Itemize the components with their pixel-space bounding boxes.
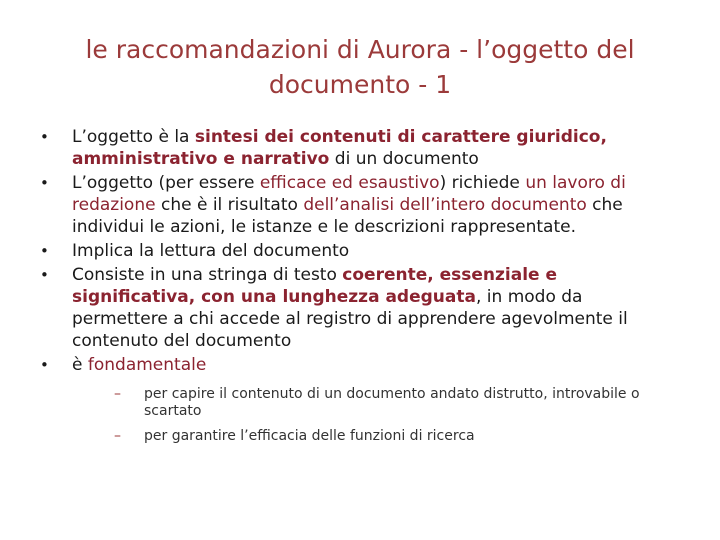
bullet-text: Implica la lettura del documento <box>72 241 350 261</box>
sub-item <box>72 386 672 420</box>
bullet-item <box>34 354 674 445</box>
bullet-text: L’oggetto (per essere <box>72 173 260 193</box>
sub-item-text: per capire il contenuto di un documento andato distrutto, introvabile o scartato <box>144 386 640 419</box>
bullet-text: di un documento <box>329 149 479 169</box>
sub-item-text: per garantire l’efficacia delle funzioni di ricerca <box>144 428 475 444</box>
bullet-item <box>34 240 674 262</box>
bullet-text: L’oggetto è la <box>72 127 195 147</box>
bullet-item <box>34 264 674 352</box>
bullet-text: è <box>72 355 88 375</box>
bullet-marker: • <box>40 128 49 146</box>
sub-list <box>72 386 672 445</box>
highlighted-text: fondamentale <box>87 355 207 375</box>
highlighted-text: efficace ed esaustivo <box>259 173 440 193</box>
bullet-text: Consiste in una stringa di testo <box>72 265 343 285</box>
bullet-text: , in modo da permettere a chi accede al registro di apprendere agevolmente il contenuto del documento <box>72 287 628 351</box>
slide-title-line-2: documento - 1 <box>268 70 452 99</box>
bullet-text: ) richiede <box>439 173 526 193</box>
highlighted-text: coerente, essenziale e significativa, con una lunghezza adeguata <box>72 265 558 307</box>
sub-marker: – <box>114 428 121 444</box>
bullet-marker: • <box>40 266 49 284</box>
bullet-text: che individui le azioni, le istanze e le descrizioni rappresentate. <box>72 195 623 237</box>
bullet-marker: • <box>40 174 49 192</box>
slide-title <box>60 32 660 102</box>
slide-title-line-1: le raccomandazioni di Aurora - l’oggetto del <box>85 35 635 64</box>
bullet-text: che è il risultato <box>155 195 304 215</box>
sub-marker: – <box>114 386 121 402</box>
bullet-marker: • <box>40 356 49 374</box>
highlighted-text: un lavoro di redazione <box>72 173 626 215</box>
bullet-item <box>34 126 674 170</box>
highlighted-text: dell’analisi dell’intero documento <box>303 195 587 215</box>
bullet-marker: • <box>40 242 49 260</box>
bullet-list <box>34 126 674 453</box>
sub-item <box>72 428 672 445</box>
bullet-item <box>34 172 674 238</box>
highlighted-text: sintesi dei contenuti di carattere giuridico, amministrativo e narrativo <box>72 127 607 169</box>
